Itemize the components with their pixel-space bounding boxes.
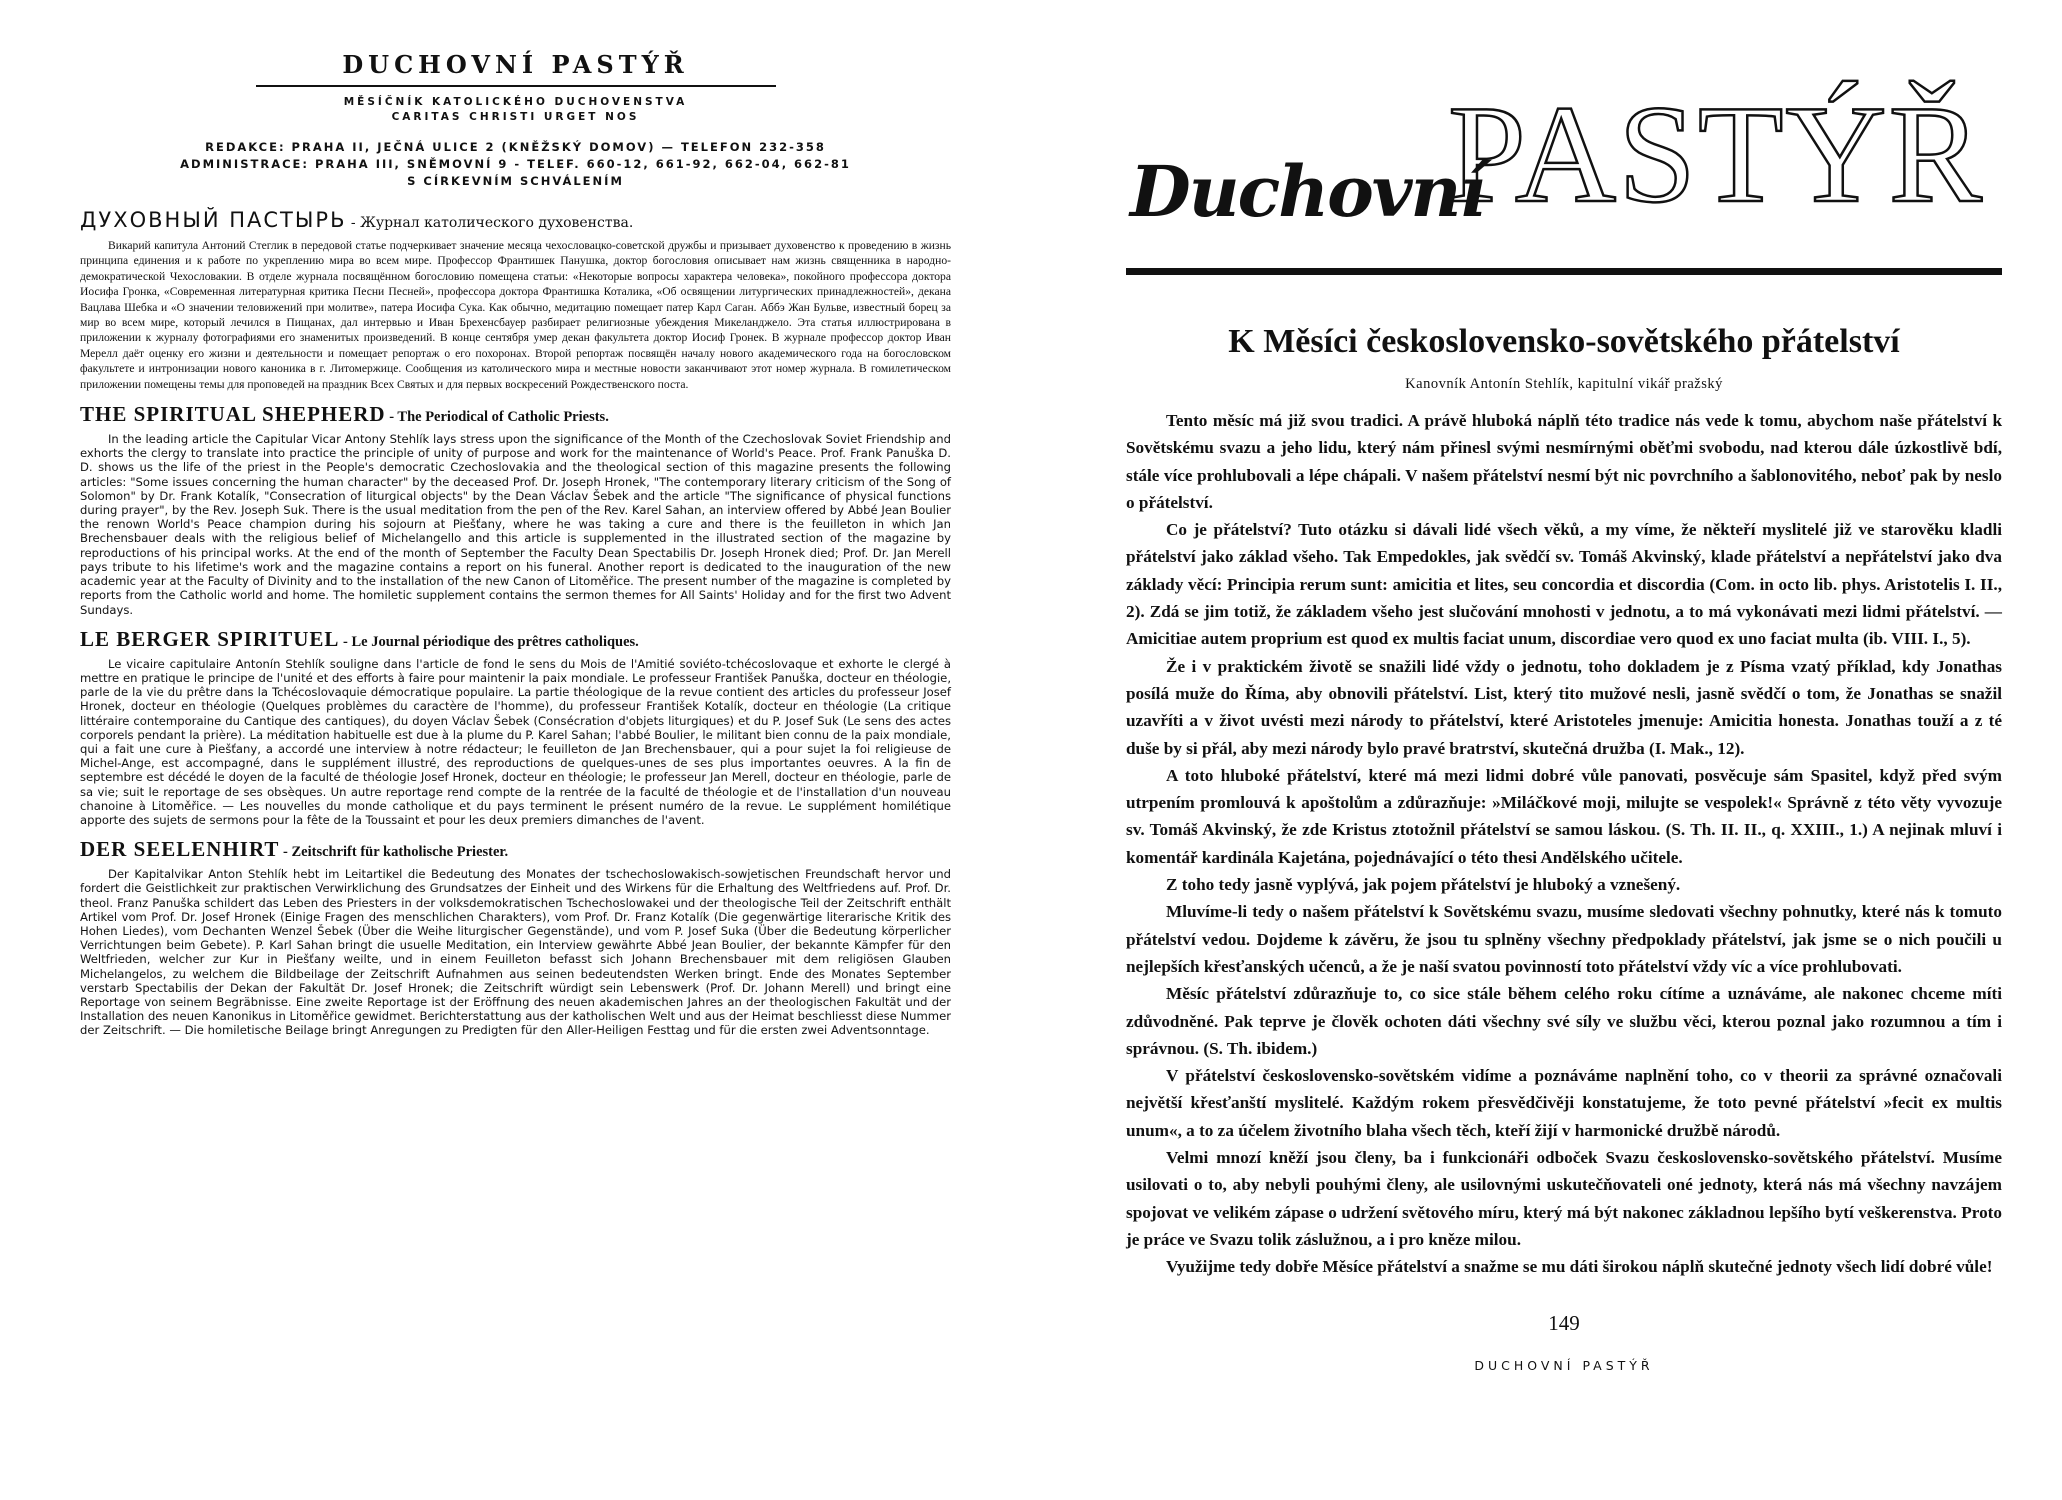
summary-russian-title: ДУХОВНЫЙ ПАСТЫРЬ (80, 208, 347, 232)
article-paragraph: A toto hluboké přátelství, které má mezi lidmi dobré vůle panovati, posvěcuje sám Spasitel, když před svým utrpením promlouvá k apoštolům a zdůrazňuje: »Miláčkové moji, milujte se vespolek!« Správně z této věty vyvozuje sv. Tomáš Akvinský, že zde Kristus ztotožnil přátelství se samou láskou. (S. Th. II. II., q. XXIII., 1.) A nejinak mluví i komentář kardinála Kajetána, pojednávající o této thesi Andělského učitele. (1126, 765, 2002, 867)
summary-french-heading (80, 627, 951, 654)
article-paragraph: Mluvíme-li tedy o našem přátelství k Sovětskému svazu, musíme sledovati všechny pohnutky, které nás k tomuto přátelství vedou. Dojdeme k závěru, že jsou tu splněny všechny předpoklady přátelství, jak jsme se o nich poučili u nejlepších křesťanských učenců, a že je naší svatou povinností toto přátelství vždy víc a více prohlubovati. (1126, 902, 2002, 976)
summary-english (80, 402, 951, 617)
summary-german-heading (80, 837, 951, 864)
masthead-address-1: REDAKCE: PRAHA II, JEČNÁ ULICE 2 (KNĚŽSKÝ DOMOV) — TELEFON 232-358 (205, 140, 826, 154)
article-paragraph: Velmi mnozí kněží jsou členy, ba i funkcionáři odboček Svazu československo-sovětského přátelství. Musíme usilovati o to, aby nebyli pouhými členy, ale usilovnými uskutečňovateli oné jednoty, která nás má všechny navzájem spojovat ve velikém zápase o udržení světového míru, který má být nakonec základnou lepšího bytí veškerenstva. Proto je práce ve Svazu tolik záslužnou, a i pro kněze milou. (1126, 1148, 2002, 1249)
right-page (1031, 0, 2062, 1500)
summary-english-body: In the leading article the Capitular Vicar Antony Stehlík lays stress upon the significance of the Month of the Czechoslovak Soviet Friendship and exhorts the clergy to translate into practice the principle of unity of purpose and work for the maintenance of World's Peace. Prof. Frank Panuška D. D. shows us the life of the priest in the People's democratic Czechoslovakia and the theological section of this magazine presents the following articles: "Some issues concerning the human character" by the deceased Prof. Dr. Joseph Hronek, "The contemporary literary criticism of the Song of Solomon" by Dr. Frank Kotalík, "Consecration of liturgical objects" by the Dean Václav Šebek and the article "The significance of physical functions during prayer", by the Rev. Joseph Suk. There is the usual meditation from the pen of the Rev. Karel Sahan, an interview offered by Abbé Jean Boulier the renown World's Peace champion during his sojourn at Piešťany, where he was taking a cure and there is the feuilleton in which Jan Brechensbauer deals with the religious belief of Michelangello and this article is supplemented in the illustrated section of the magazine by reproductions of his principal works. At the end of the month of September the Faculty Dean Spectabilis Dr. Joseph Hronek died; Prof. Dr. Jan Merell pays tribute to his lifetime's work and the magazine contains a report on his funeral. Another report is dedicated to the inauguration of the new academic year at the Faculty of Divinity and to the installation of the new Canon of Litoměřice. The present number of the magazine is completed by reports from the Catholic world and home. The homiletic supplement contains the sermon themes for All Saints' Holiday and for the first two Advent Sundays. (80, 432, 951, 617)
masthead-title: DUCHOVNÍ PASTÝŘ (342, 50, 689, 79)
summary-russian-body: Викарий капитула Антоний Стеглик в передовой статье подчеркивает значение месяца чехословацко-советской дружбы и призывает духовенство к проведению в жизнь принципа единения и к работе по укреплению мира во всем мире. Профессор Франтишек Панушка, доктор богословия описывает нам жизнь священника в народно-демократической Чехословакии. В отделе журнала посвящённом богословию помещена статьи: «Некоторые вопросы характера человека», покойного профессора доктора Иосифа Гронка, «Современная литературная критика Песни Песней», профессора доктора Франтишка Коталика, «Об освящении литургических принадлежностей», декана Вацлава Шебка и «О значении теловижений при молитве», патера Иосифа Сука. Как обычно, медитацию помещает патер Карл Саган. Аббэ Жан Бульве, известный борец за мир во всем мире, который лечился в Пищанах, дал интервью и Иван Брехенсбауер разбирает религиозные убеждения Микеланджело. Эта статья иллюстрирована в приложении к журналу фотографиями его знаменитых произведений. В конце сентября умер декан факультета доктор Иосиф Гронек. В журнале профессор доктор Иван Мерелл даёт оценку его жизни и деятельности и помещает репортаж о его похоронах. Второй репортаж посвящён началу нового академического года на богословском факультете и интронизации нового каноника в г. Литомержице. Сообщения из католического мира и местные новости заканчивают этот номер журнала. В гомилетическом приложении помещены темы для проповедей на праздник Всех Святых и для первых воскресений Рождественского поста. (80, 239, 951, 391)
summary-english-heading (80, 402, 951, 429)
article-title: K Měsíci československo-sovětského přátelství (1228, 323, 1900, 360)
summary-russian-heading (80, 208, 951, 235)
summary-german (80, 837, 951, 1037)
article-paragraph: Z toho tedy jasně vyplývá, jak pojem přátelství je hluboký a vznešený. (1166, 875, 1681, 895)
masthead-rule (256, 85, 776, 87)
article-paragraph: Měsíc přátelství zdůrazňuje to, co sice stále během celého roku cítíme a uznáváme, ale nakonec chceme míti zdůvodněné. Pak teprve je člověk ochoten dáti všechny své síly ve službu věci, kterou poznal jako rozumnou a tím i správnou. (S. Th. ibidem.) (1126, 984, 2002, 1058)
magazine-logo (1126, 0, 2002, 270)
summary-german-subtitle: - Zeitschrift für katholische Priester. (279, 844, 509, 861)
article-paragraph: V přátelství československo-sovětském vidíme a poznáváme naplnění toho, co v theorii za správné označovali největší křesťanští myslitelé. Každým rokem přesvědčivěji konstatujeme, že toto pevné přátelství »fecit ex multis unum«, a to za účelem životního blaha všech těch, kteří žijí v harmonické družbě národů. (1126, 1066, 2002, 1140)
article-byline: Kanovník Antonín Stehlík, kapitulní vikář pražský (1405, 376, 1723, 392)
summary-german-body: Der Kapitalvikar Anton Stehlík hebt im Leitartikel die Bedeutung des Monates der tschechoslowakisch-sowjetischen Freundschaft hervor und fordert die Geistlichkeit zur praktischen Verwirklichung des Grundsatzes der Einheit und des Wirkens für die Erhaltung des Weltfriedens auf. Prof. Dr. theol. Franz Panuška schildert das Leben des Priesters in der volksdemokratischen Tschechoslowakei und der theologische Teil der Zeitschrift enthält Artikel vom Prof. Dr. Josef Hronek (Einige Fragen des menschlichen Charakters), vom Prof. Dr. Franz Kotalík (Die gegenwärtige literarische Kritik des Hohen Liedes), vom Dechanten Wenzel Šebek (Über die Weihe liturgischer Gegenstände), und vom P. Josef Suka (Über die Bedeutung körperlicher Verrichtungen beim Gebete). P. Karl Sahan bringt die usuelle Meditation, ein Interview gewährte Abbé Jean Boulier, der bekannte Kämpfer für den Weltfrieden, welcher zur Kur in Piešťany weilte, und in einem Feuilleton befasst sich Johann Brechensbauer mit dem religiösen Glauben Michelangelos, zu welchem die Bildbeilage der Zeitschrift Aufnahmen aus seinen bedeutendsten Werken bringt. Ende des Monates September verstarb Spectabilis der Dekan der Fakultät Dr. Josef Hronek; die Zeitschrift würdigt sein Lebenswerk (Prof. Dr. Johann Merell) und bringt eine Reportage von seinem Begräbnisse. Eine zweite Reportage ist der Eröffnung des neuen akademischen Jahres an der theologischen Fakultät und der Installation des neuen Kanonikus in Litoměřice gewidmet. Berichterstattung aus der katholischen Welt und aus der Heimat beschliesst diese Nummer der Zeitschrift. — Die homiletische Beilage bringt Anregungen zu Predigten für den Aller-Heiligen Festtag und für die ersten zwei Adventsonntage. (80, 867, 951, 1038)
summary-russian (80, 208, 951, 392)
logo-pastyr: PASTÝŘ (1448, 77, 1984, 232)
page-number: 149 (1548, 1310, 1580, 1335)
summary-german-title: DER SEELENHIRT (80, 837, 280, 862)
masthead-address-2: ADMINISTRACE: PRAHA III, SNĚMOVNÍ 9 - TELEF. 660-12, 661-92, 662-04, 662-81 (180, 157, 851, 171)
summary-french (80, 627, 951, 827)
summary-russian-subtitle: - Журнал католического духовенства. (346, 215, 634, 231)
summary-french-subtitle: - Le Journal périodique des prêtres catholiques. (339, 633, 639, 650)
logo-duchovni: Duchovní (1130, 150, 1484, 233)
masthead (80, 50, 951, 190)
masthead-address-block (80, 139, 951, 190)
footer-running-title: DUCHOVNÍ PASTÝŘ (1474, 1357, 1654, 1373)
summary-english-subtitle: - The Periodical of Catholic Priests. (385, 409, 609, 426)
article-paragraph: Co je přátelství? Tuto otázku si dávali lidé všech věků, a my víme, že někteří myslitelé již ve starověku kladli přátelství jako základ všeho. Tak Empedokles, jak svědčí sv. Tomáš Akvinský, klade přátelství a nepřátelství jako dva základy věcí: Principia rerum sunt: amicitia et lites, seu concordia et discordia (Com. in octo lib. phys. Aristotelis I. II., 2). Zdá se jim totiž, že základem všeho jest slučování mnohosti v jednotu, a to má vykonávati mezi lidmi přátelství. — Amicitiae autem proprium est quod ex multis faciat unum, discordiae vero quod ex uno faciat multa (ib. VIII. I., 5). (1126, 520, 2002, 649)
logo-rule (1126, 268, 2002, 275)
summary-french-title: LE BERGER SPIRITUEL (80, 626, 340, 651)
masthead-subtitle-2: CARITAS CHRISTI URGET NOS (391, 111, 640, 123)
summary-french-body: Le vicaire capitulaire Antonín Stehlík souligne dans l'article de fond le sens du Mois de l'Amitié soviéto-tchécoslovaque et exhorte le clergé à mettre en pratique le principe de l'unité et des efforts à faire pour maintenir la paix mondiale. Le professeur František Panuška, docteur en théologie, parle de la vie du prêtre dans la Tchécoslovaquie démocratique populaire. La partie théologique de la revue contient des articles du professeur Josef Hronek, docteur en théologie (Quelques problèmes du caractère de l'homme), du professeur František Kotalík, docteur en théologie (La critique littéraire contemporaine du Cantique des cantiques), du doyen Václav Šebek (Consécration d'objets liturgiques) et du P. Josef Suk (Le sens des actes corporels pendant la prière). La méditation habituelle est due à la plume du P. Karel Sahan; l'abbé Boulier, le militant bien connu de la paix mondiale, qui a fait une cure à Piešťany, a accordé une interview à notre rédacteur; le feuilleton de Jan Brechensbauer, qui a pour sujet la foi religieuse de Michel-Ange, est accompagné, dans le supplément illustré, des reproductions de quelques-unes de ses plus importantes oeuvres. A la fin de septembre est décédé le doyen de la faculté de théologie Josef Hronek, docteur en théologie; le professeur Jan Merell, docteur en théologie, parle de sa vie; suit le reportage de ses obsèques. Un autre reportage rend compte de la rentrée de la faculté de théologie et de l'installation d'un nouveau chanoine à Litoměřice. — Les nouvelles du monde catholique et du pays terminent le présent numéro de la revue. Le supplément homilétique apporte des sujets de sermons pour la fête de la Toussaint et pour les deux premiers dimanches de l'avent. (80, 656, 951, 827)
article-paragraph: Že i v praktickém životě se snažili lidé vždy o jednotu, toho dokladem je z Písma vzatý příklad, kdy Jonathas posílá muže do Říma, aby obnovili přátelství. List, který tito mužové nesli, jasně svědčí o tom, že Jonathas se snažil uzavříti a v život uvésti mezi národy to přátelství, které Aristoteles jmenuje: Amicitia honesta. Jonathas touží a z té duše by si přál, aby mezi národy bylo pravé bratrství, skutečná družba (I. Mak., 12). (1126, 656, 2002, 758)
masthead-subtitle-1: MĚSÍČNÍK KATOLICKÉHO DUCHOVENSTVA (343, 96, 688, 108)
article-body (1126, 407, 2002, 1281)
summary-english-title: THE SPIRITUAL SHEPHERD (80, 402, 386, 427)
article-paragraph: Využijme tedy dobře Měsíce přátelství a snažme se mu dáti širokou náplň skutečné jednoty všech lidí dobré vůle! (1166, 1257, 1993, 1277)
article-paragraph: Tento měsíc má již svou tradici. A právě hluboká náplň této tradice nás vede k tomu, abychom naše přátelství k Sovětskému svazu a jeho lidu, který nám přinesl svými nesmírnými oběťmi svobodu, nad kterou dále úzkostlivě bdí, stále více prohlubovali a lépe chápali. V našem přátelství nesmí být nic povrchního a šablonovitého, neboť pak by neslo o přátelství. (1126, 411, 2002, 512)
masthead-address-3: S CÍRKEVNÍM SCHVÁLENÍM (407, 174, 624, 188)
